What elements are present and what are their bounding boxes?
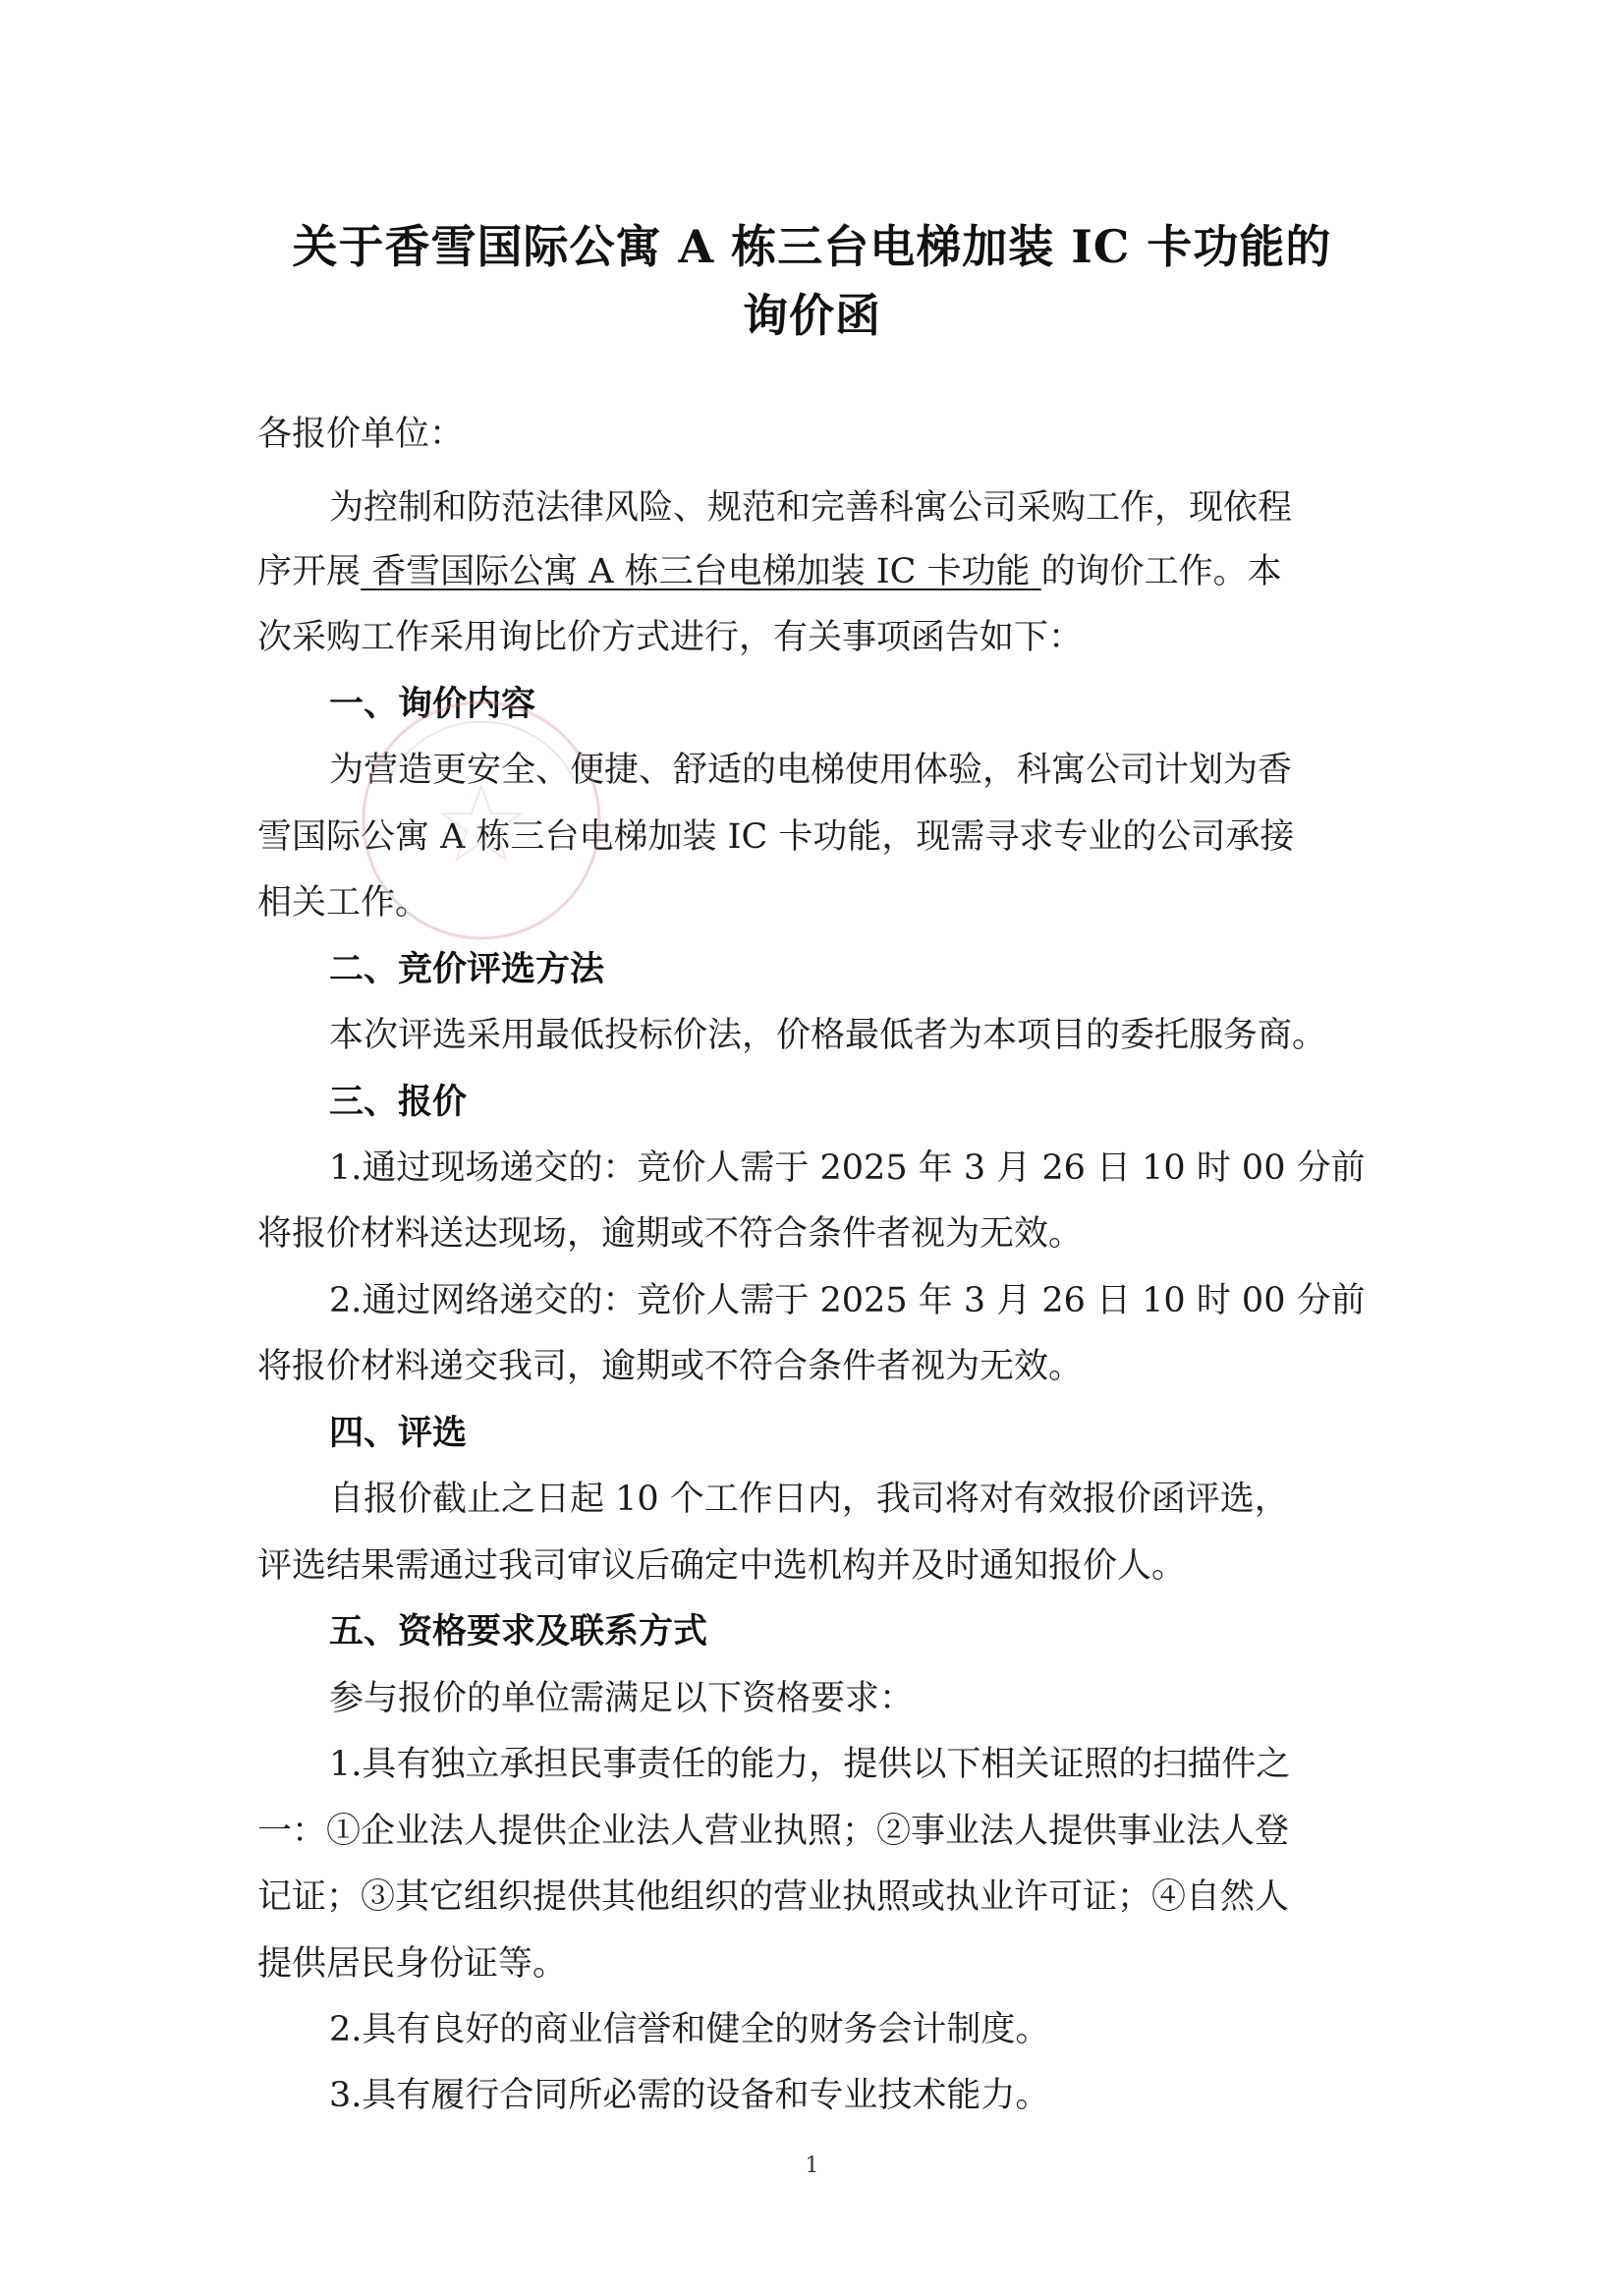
section5-item1-line-3: 记证；③其它组织提供其他组织的营业执照或执业许可证；④自然人 bbox=[257, 1877, 1290, 1917]
page-number: 1 bbox=[805, 2154, 819, 2178]
section5-item3: 3.具有履行合同所必需的设备和专业技术能力。 bbox=[329, 2076, 1050, 2115]
section3-item1-line-1: 1.通过现场递交的：竞价人需于 2025 年 3 月 26 日 10 时 00 分前 bbox=[329, 1148, 1366, 1188]
section2-line-1: 本次评选采用最低投标价法，价格最低者为本项目的委托服务商。 bbox=[329, 1016, 1327, 1055]
section4-heading: 四、评选 bbox=[329, 1413, 468, 1453]
section4-line-2: 评选结果需通过我司审议后确定中选机构并及时通知报价人。 bbox=[257, 1546, 1187, 1586]
intro-line-2 bbox=[257, 550, 1282, 593]
intro-line-2-prefix: 序开展 bbox=[257, 552, 362, 591]
section1-heading: 一、询价内容 bbox=[329, 684, 536, 724]
section5-item2: 2.具有良好的商业信誉和健全的财务会计制度。 bbox=[329, 2010, 1050, 2049]
section5-intro: 参与报价的单位需满足以下资格要求： bbox=[329, 1679, 915, 1718]
project-name-underlined: 香雪国际公寓 A 栋三台电梯加装 IC 卡功能 bbox=[361, 552, 1041, 591]
section3-heading: 三、报价 bbox=[329, 1082, 468, 1122]
section5-item1-line-2: 一：①企业法人提供企业法人营业执照；②事业法人提供事业法人登 bbox=[257, 1812, 1290, 1851]
section1-line-2: 雪国际公寓 A 栋三台电梯加装 IC 卡功能，现需寻求专业的公司承接 bbox=[257, 817, 1295, 857]
section1-line-3: 相关工作。 bbox=[257, 883, 430, 923]
intro-line-3: 次采购工作采用询比价方式进行，有关事项函告如下： bbox=[257, 618, 1084, 657]
document-title-line2: 询价函 bbox=[743, 289, 881, 342]
intro-line-1: 为控制和防范法律风险、规范和完善科寓公司采购工作，现依程 bbox=[329, 488, 1293, 528]
section2-heading: 二、竞价评选方法 bbox=[329, 949, 605, 989]
section3-item1-line-2: 将报价材料送达现场，逾期或不符合条件者视为无效。 bbox=[257, 1214, 1084, 1254]
section1-line-1: 为营造更安全、便捷、舒适的电梯使用体验，科寓公司计划为香 bbox=[329, 751, 1293, 790]
section5-item1-line-1: 1.具有独立承担民事责任的能力，提供以下相关证照的扫描件之 bbox=[329, 1745, 1291, 1784]
salutation: 各报价单位： bbox=[257, 415, 465, 454]
section3-item2-line-1: 2.通过网络递交的：竞价人需于 2025 年 3 月 26 日 10 时 00 分前 bbox=[329, 1281, 1366, 1320]
document-title-line1: 关于香雪国际公寓 A 栋三台电梯加装 IC 卡功能的 bbox=[292, 220, 1332, 273]
intro-line-2-suffix: 的询价工作。本 bbox=[1040, 552, 1282, 591]
section4-line-1: 自报价截止之日起 10 个工作日内，我司将对有效报价函评选， bbox=[329, 1480, 1289, 1519]
section3-item2-line-2: 将报价材料递交我司，逾期或不符合条件者视为无效。 bbox=[257, 1347, 1084, 1386]
section5-heading: 五、资格要求及联系方式 bbox=[329, 1611, 708, 1651]
section5-item1-line-4: 提供居民身份证等。 bbox=[257, 1944, 568, 1984]
